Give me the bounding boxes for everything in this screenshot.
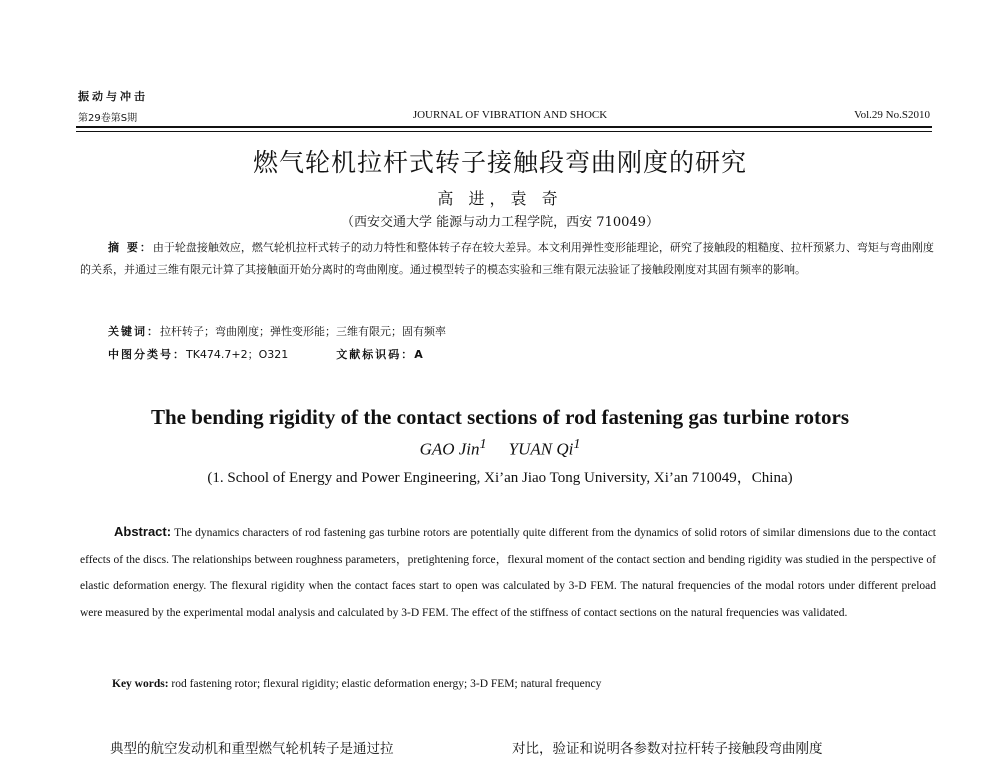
keywords-cn [108,323,446,339]
body-text-left-column: 典型的航空发动机和重型燃气轮机转子是通过拉 [110,741,394,757]
abstract-label-cn: 摘 要： [108,241,153,254]
volume-issue-en: Vol.29 No.S2010 [854,109,930,121]
paper-title-cn: 燃气轮机拉杆式转子接触段弯曲刚度的研究 [252,148,747,177]
abstract-en [80,519,936,626]
doc-code-label-cn: 文献标识码： [336,348,415,361]
authors-cn: 高 进，袁 奇 [437,189,563,208]
class-value-cn: TK474.7+2；O321 [186,348,289,361]
volume-issue-cn: 第29卷第S期 [78,113,138,124]
keywords-label-en: Key words: [112,678,169,690]
keywords-label-cn: 关键词： [108,325,160,338]
journal-name-cn: 振动与冲击 [78,90,148,103]
abstract-text-cn: 由于轮盘接触效应，燃气轮机拉杆式转子的动力特性和整体转子存在较大差异。本文利用弹性变形能理论，研究了接触段的粗糙度、拉杆预紧力、弯矩与弯曲刚度的关系，并通过三维有限元计算了其接触面开始分离时的弯曲刚度。通过模型转子的模态实验和三维有限元法验证了接触段刚度对其固有频率的影响。 [80,241,934,276]
authors-en [0,436,1000,460]
journal-name-en: JOURNAL OF VIBRATION AND SHOCK [412,109,608,121]
abstract-label-en: Abstract: [114,524,172,539]
affiliation-en: (1. School of Energy and Power Engineering, Xi’an Jiao Tong University, Xi’an 710049，China) [207,470,793,486]
author-1-en: GAO Jin [419,439,480,459]
keywords-text-cn: 拉杆转子；弯曲刚度；弹性变形能；三维有限元；固有频率 [160,325,446,338]
author-2-en: YUAN Qi [508,439,574,459]
abstract-text-en: The dynamics characters of rod fastening gas turbine rotors are potentially quite different from the dynamics of solid rotors of similar dimensions due to the contact effects of the discs. The relationships between roughness parameters，pretightening force，flexural moment of the contact section and bending rigidity was studied in the perspective of elastic deformation energy. The flexural rigidity when the contact faces start to open was calculated by 3-D FEM. The natural frequencies of the modal rotors under different preload were measured by the experimental modal analysis and calculated by 3-D FEM. The effect of the stiffness of contact sections on the natural frequencies was validated. [80,527,936,619]
header-rule-thick [76,126,932,128]
abstract-cn [80,237,936,280]
affiliation-cn: （西安交通大学 能源与动力工程学院，西安 710049） [341,215,659,230]
doc-code-value-cn: A [414,348,425,361]
keywords-en [112,678,601,690]
author-1-affil-mark: 1 [479,436,487,452]
keywords-text-en: rod fastening rotor; flexural rigidity; elastic deformation energy; 3-D FEM; natural frequency [171,678,602,690]
header-rule-thin [76,131,932,132]
paper-title-en: The bending rigidity of the contact sections of rod fastening gas turbine rotors [150,405,850,429]
class-label-cn: 中图分类号： [108,348,186,361]
classification-line-cn [108,346,425,362]
author-2-affil-mark: 1 [573,436,581,452]
body-text-right-column: 对比，验证和说明各参数对拉杆转子接触段弯曲刚度 [512,741,823,757]
